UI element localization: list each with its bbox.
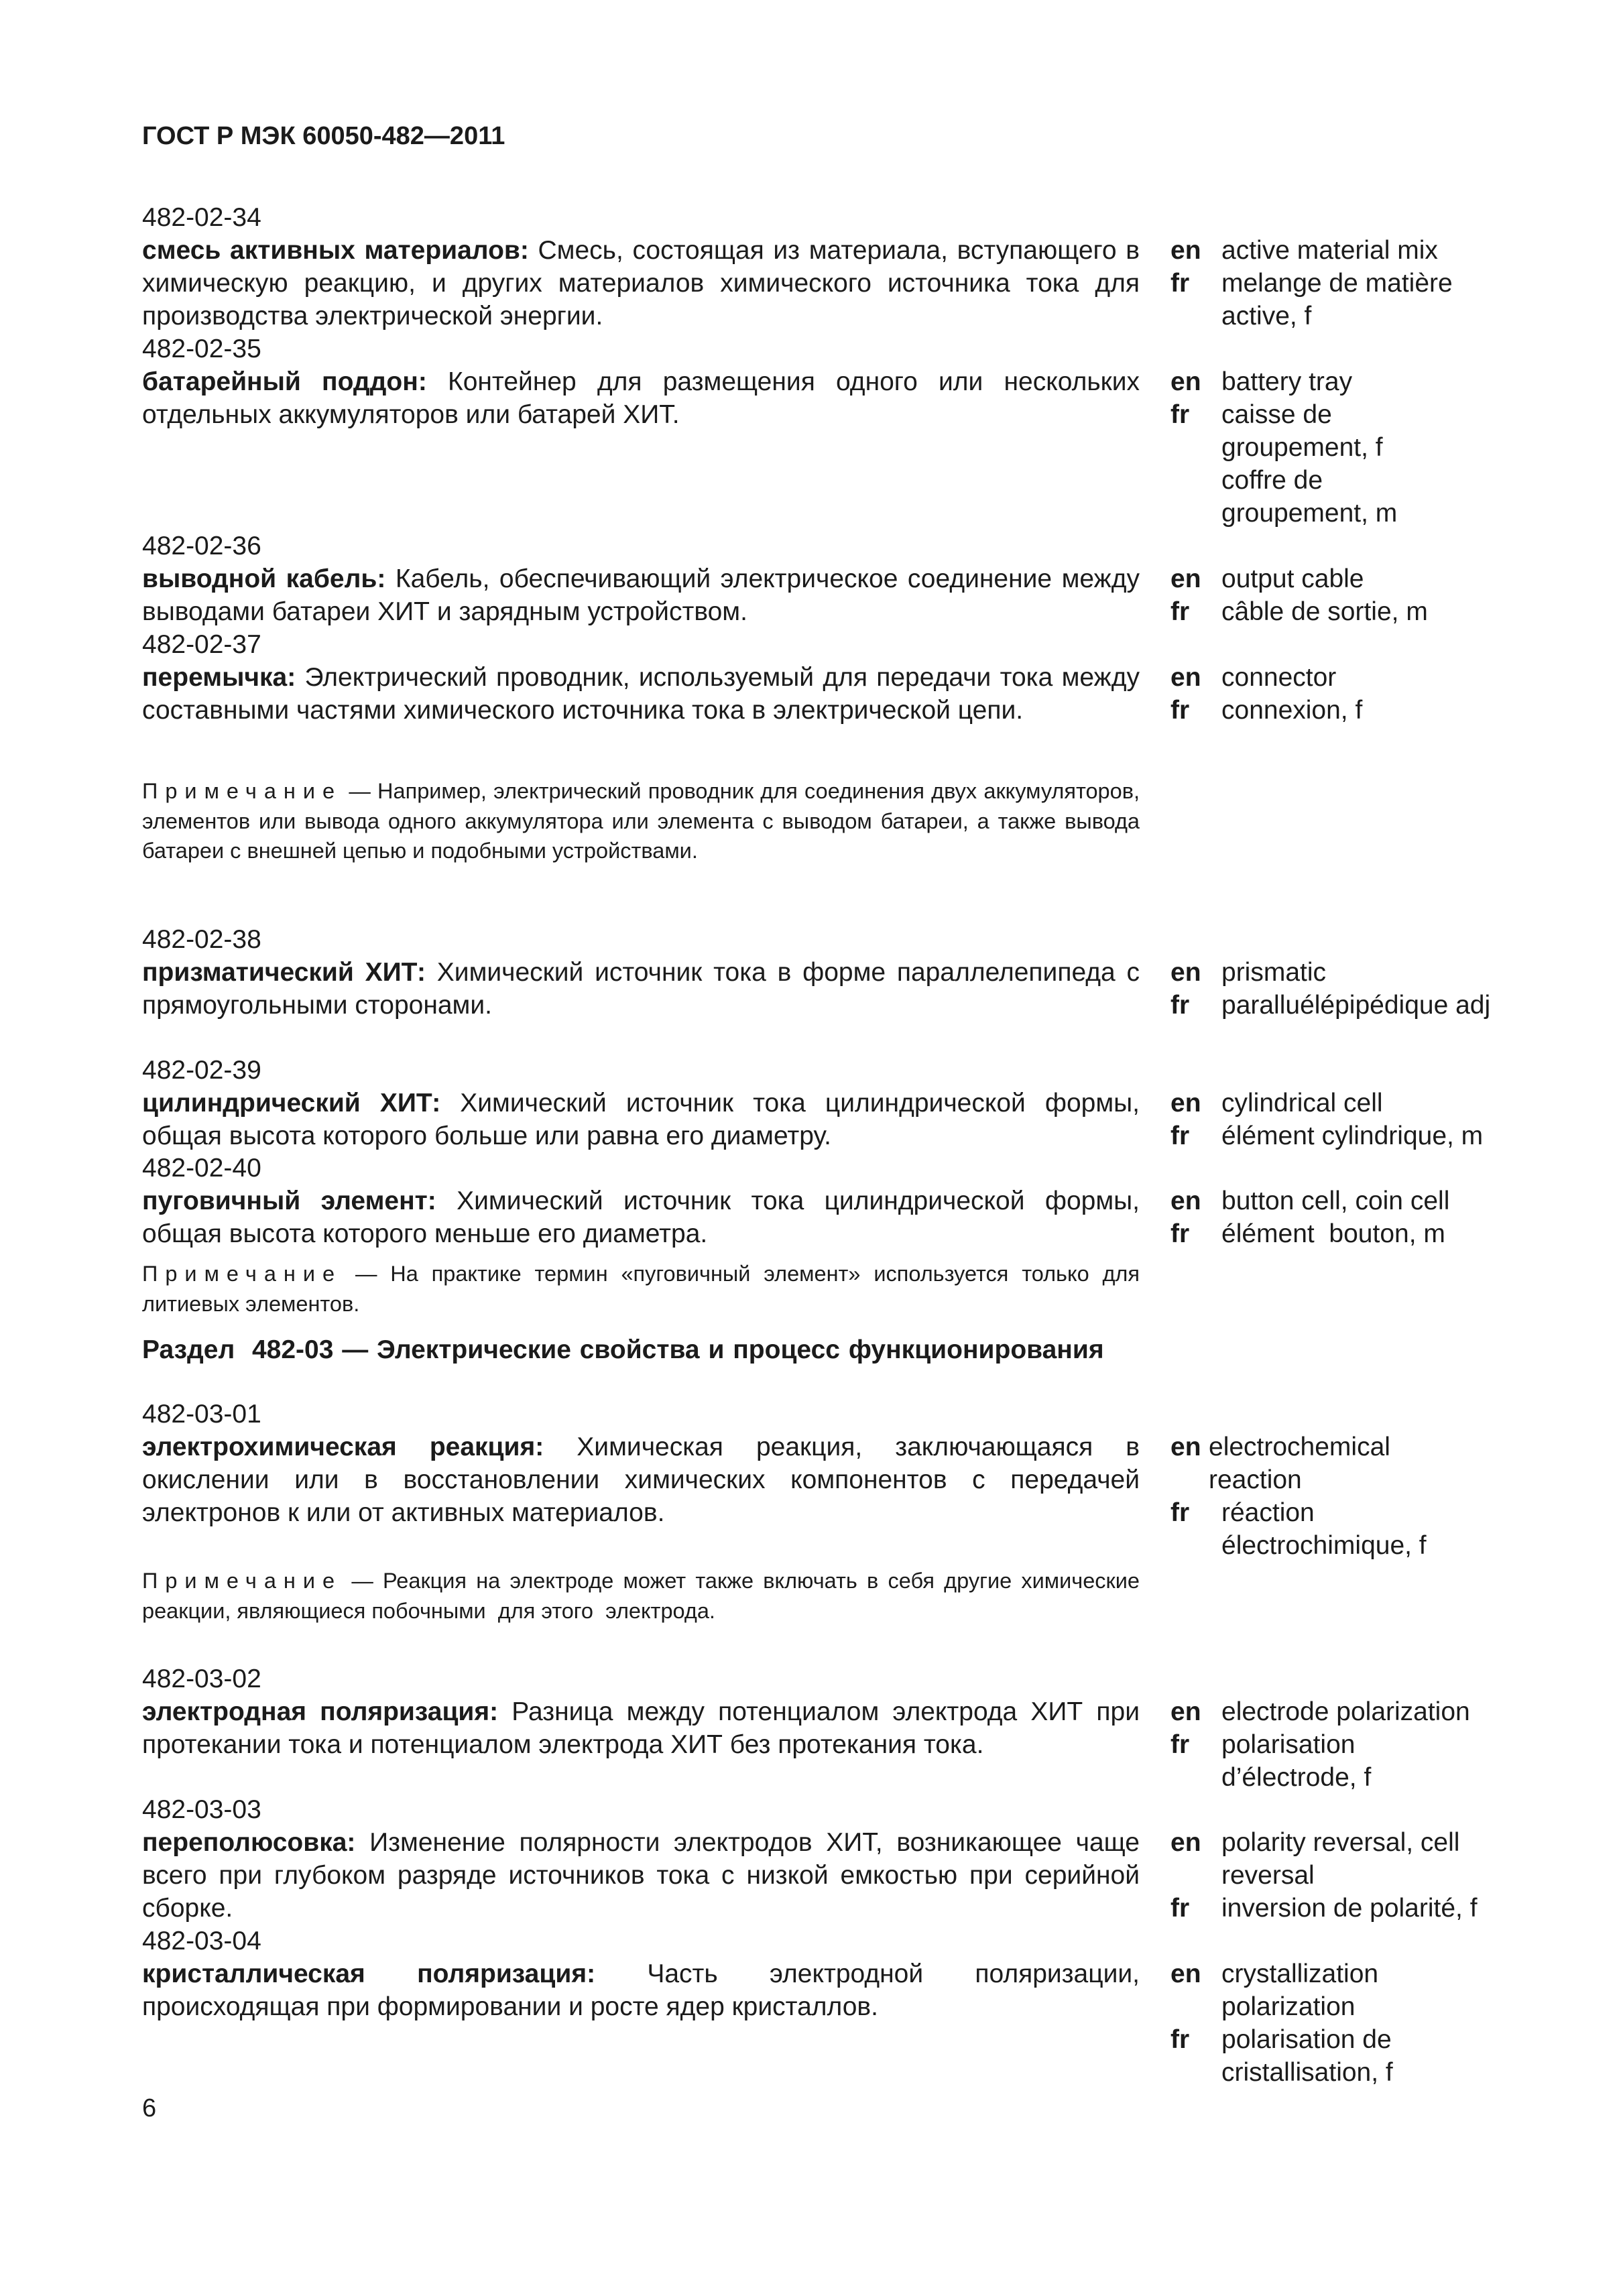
equivalents [1170, 234, 1613, 333]
entry-code: 482-02-34 [142, 203, 261, 232]
entry-definition-text: Изменение полярности электродов ХИТ, возникающее чаще всего при глубоком разряде источников тока с низкой емкостью при серийной сборке. [142, 1828, 1140, 1923]
entry-definition-text: Химический источник тока в форме параллелепипеда с прямоугольными сторонами. [142, 958, 1140, 1020]
lang-label-fr: fr [1170, 696, 1190, 725]
equivalent-en: electrochemical reaction [1209, 1433, 1390, 1494]
lang-label-en: en [1170, 663, 1201, 692]
entry-definition-text: Электрический проводник, используемый для передачи тока между составными частями химического источника тока в электрической цепи. [142, 663, 1140, 725]
entry-term: батарейный поддон: [142, 367, 427, 396]
equivalent-en: button cell, coin cell [1221, 1187, 1450, 1215]
lang-label-en: en [1170, 1959, 1201, 1988]
entry-code: 482-03-01 [142, 1400, 261, 1429]
equivalent-fr: polarisation de cristallisation, f [1221, 2025, 1393, 2087]
lang-label-en: en [1170, 236, 1201, 265]
entry-note [142, 776, 1140, 866]
lang-label-fr: fr [1170, 400, 1190, 429]
entry-note [142, 1259, 1140, 1319]
entry-term: перемычка: [142, 663, 296, 692]
entry-definition [142, 1957, 1140, 2023]
lang-label-en: en [1170, 1433, 1201, 1461]
lang-label-fr: fr [1170, 2025, 1190, 2054]
equivalent-fr: élément bouton, m [1221, 1219, 1445, 1248]
equivalent-fr: polarisation d’électrode, f [1221, 1730, 1372, 1792]
equivalent-en: battery tray [1221, 367, 1353, 396]
equivalents [1170, 1826, 1613, 1925]
entry-term: цилиндрический ХИТ: [142, 1089, 441, 1117]
lang-label-en: en [1170, 1828, 1201, 1857]
entry-definition [142, 1185, 1140, 1250]
lang-label-fr: fr [1170, 991, 1190, 1020]
lang-label-fr: fr [1170, 1498, 1190, 1527]
equivalent-fr: connexion, f [1221, 696, 1363, 725]
entry-term: пуговичный элемент: [142, 1187, 436, 1215]
entry-term: выводной кабель: [142, 564, 386, 593]
entry-code: 482-02-40 [142, 1154, 261, 1183]
equivalent-fr: melange de matière active, f [1221, 269, 1453, 330]
entry-term: смесь активных материалов: [142, 236, 529, 265]
note-label: Примечание [142, 779, 343, 803]
section-heading: Раздел 482-03 — Электрические свойства и процесс функционирования [142, 1335, 1104, 1364]
entry-definition [142, 234, 1140, 333]
entry-code: 482-03-02 [142, 1665, 261, 1693]
equivalents [1170, 1957, 1613, 2089]
entry-definition [142, 1695, 1140, 1761]
entry-definition [142, 1087, 1140, 1152]
lang-label-en: en [1170, 1089, 1201, 1117]
entry-note [142, 1566, 1146, 1626]
entry-term: призматический ХИТ: [142, 958, 426, 987]
equivalents [1170, 562, 1613, 628]
note-text: — Например, электрический проводник для соединения двух аккумуляторов, элементов или вывода одного аккумулятора или элемента с выводом батареи, а также вывода батареи с внешней цепью и подобными устройствами. [142, 779, 1140, 863]
entry-term: электрохимическая реакция: [142, 1433, 544, 1461]
equivalent-en: output cable [1221, 564, 1364, 593]
equivalent-en: crystallization polarization [1221, 1959, 1379, 2021]
equivalents [1170, 1695, 1613, 1794]
equivalent-fr: réaction électrochimique, f [1221, 1498, 1427, 1560]
document-header: ГОСТ Р МЭК 60050-482—2011 [142, 122, 505, 150]
entry-definition-text: Химический источник тока цилиндрической формы, общая высота которого больше или равна его диаметру. [142, 1089, 1140, 1150]
page-number: 6 [142, 2094, 157, 2122]
equivalent-fr: inversion de polarité, f [1221, 1894, 1478, 1923]
lang-label-en: en [1170, 1187, 1201, 1215]
equivalent-en: connector [1221, 663, 1337, 692]
entry-code: 482-02-38 [142, 925, 261, 954]
entry-definition [142, 1431, 1140, 1529]
entry-code: 482-03-03 [142, 1795, 261, 1824]
entry-term: электродная поляризация: [142, 1697, 499, 1726]
note-label: Примечание [142, 1569, 343, 1593]
lang-label-fr: fr [1170, 1730, 1190, 1759]
lang-label-en: en [1170, 1697, 1201, 1726]
entry-definition [142, 562, 1140, 628]
equivalents [1170, 365, 1613, 530]
lang-label-en: en [1170, 367, 1201, 396]
equivalents [1170, 956, 1613, 1022]
entry-code: 482-02-39 [142, 1056, 261, 1085]
note-text: — Реакция на электроде может также включать в себя другие химические реакции, являющиеся побочными для этого электрода. [142, 1569, 1146, 1623]
entry-code: 482-02-36 [142, 532, 261, 560]
entry-definition-text: Кабель, обеспечивающий электрическое соединение между выводами батареи ХИТ и зарядным устройством. [142, 564, 1140, 626]
entry-code: 482-03-04 [142, 1927, 261, 1955]
entry-definition-text: Химическая реакция, заключающаяся в окислении или в восстановлении химических компонентов с передачей электронов к или от активных материалов. [142, 1433, 1140, 1527]
note-text: — На практике термин «пуговичный элемент» используется только для литиевых элементов. [142, 1262, 1140, 1316]
equivalents [1170, 1185, 1613, 1250]
equivalent-fr: élément cylindrique, m [1221, 1122, 1484, 1150]
entry-definition-text: Часть электродной поляризации, происходящая при формировании и росте ядер кристаллов. [142, 1959, 1140, 2021]
entry-definition [142, 661, 1140, 727]
lang-label-en: en [1170, 564, 1201, 593]
lang-label-fr: fr [1170, 1122, 1190, 1150]
equivalent-en: active material mix [1221, 236, 1438, 265]
equivalent-en: polarity reversal, cell reversal [1221, 1828, 1460, 1890]
equivalent-fr: câble de sortie, m [1221, 597, 1428, 626]
lang-label-fr: fr [1170, 597, 1190, 626]
entry-term: переполюсовка: [142, 1828, 356, 1857]
entry-definition-text: Смесь, состоящая из материала, вступающего в химическую реакцию, и других материалов химического источника тока для производства электрической энергии. [142, 236, 1140, 330]
entry-definition [142, 956, 1140, 1022]
equivalents [1170, 1087, 1613, 1152]
equivalent-en: electrode polarization [1221, 1697, 1470, 1726]
equivalent-fr: caisse de groupement, f coffre de groupement, m [1221, 400, 1398, 528]
equivalent-en: cylindrical cell [1221, 1089, 1383, 1117]
equivalent-en: prismatic [1221, 958, 1327, 987]
entry-term: кристаллическая поляризация: [142, 1959, 596, 1988]
equivalents [1170, 661, 1613, 727]
lang-label-fr: fr [1170, 1219, 1190, 1248]
equivalent-fr: paralluélépipédique adj [1221, 991, 1491, 1020]
equivalents [1170, 1431, 1613, 1562]
entry-code: 482-02-37 [142, 630, 261, 659]
entry-definition-text: Химический источник тока цилиндрической формы, общая высота которого меньше его диаметра. [142, 1187, 1140, 1248]
lang-label-fr: fr [1170, 269, 1190, 298]
lang-label-fr: fr [1170, 1894, 1190, 1923]
note-label: Примечание [142, 1262, 343, 1286]
entry-code: 482-02-35 [142, 335, 261, 363]
entry-definition-text: Разница между потенциалом электрода ХИТ при протекании тока и потенциалом электрода ХИТ без протекания тока. [142, 1697, 1140, 1759]
entry-definition [142, 365, 1140, 431]
entry-definition [142, 1826, 1140, 1925]
entry-definition-text: Контейнер для размещения одного или нескольких отдельных аккумуляторов или батарей ХИТ. [142, 367, 1140, 429]
lang-label-en: en [1170, 958, 1201, 987]
